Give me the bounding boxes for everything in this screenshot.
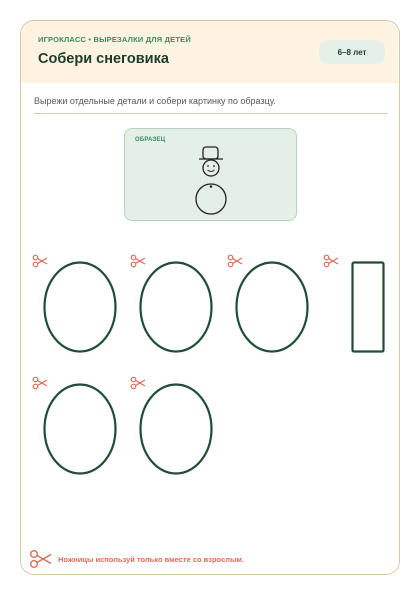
oval-cutout-piece[interactable] [139,383,213,475]
oval-cutout-piece[interactable] [43,261,117,353]
divider [34,113,388,114]
scissors-icon [323,254,339,268]
sample-panel [124,128,297,221]
page-title: Собери снеговика [38,51,169,67]
oval-cutout-piece[interactable] [139,261,213,353]
worksheet-card [20,20,400,575]
instruction-text: Вырежи отдельные детали и собери картинку по образцу. [34,96,276,106]
rectangle-cutout-piece[interactable] [351,261,385,353]
sample-label: ОБРАЗЕЦ [135,137,166,143]
oval-cutout-piece[interactable] [235,261,309,353]
scissors-icon [29,549,53,569]
snowman-sample-image [193,142,229,220]
worksheet-header [21,21,398,83]
safety-note: Ножницы используй только вместе со взрослым. [58,555,245,564]
age-badge: 6–8 лет [319,40,385,64]
oval-cutout-piece[interactable] [43,383,117,475]
brand-label: ИГРОКЛАСС • ВЫРЕЗАЛКИ ДЛЯ ДЕТЕЙ [38,35,191,44]
